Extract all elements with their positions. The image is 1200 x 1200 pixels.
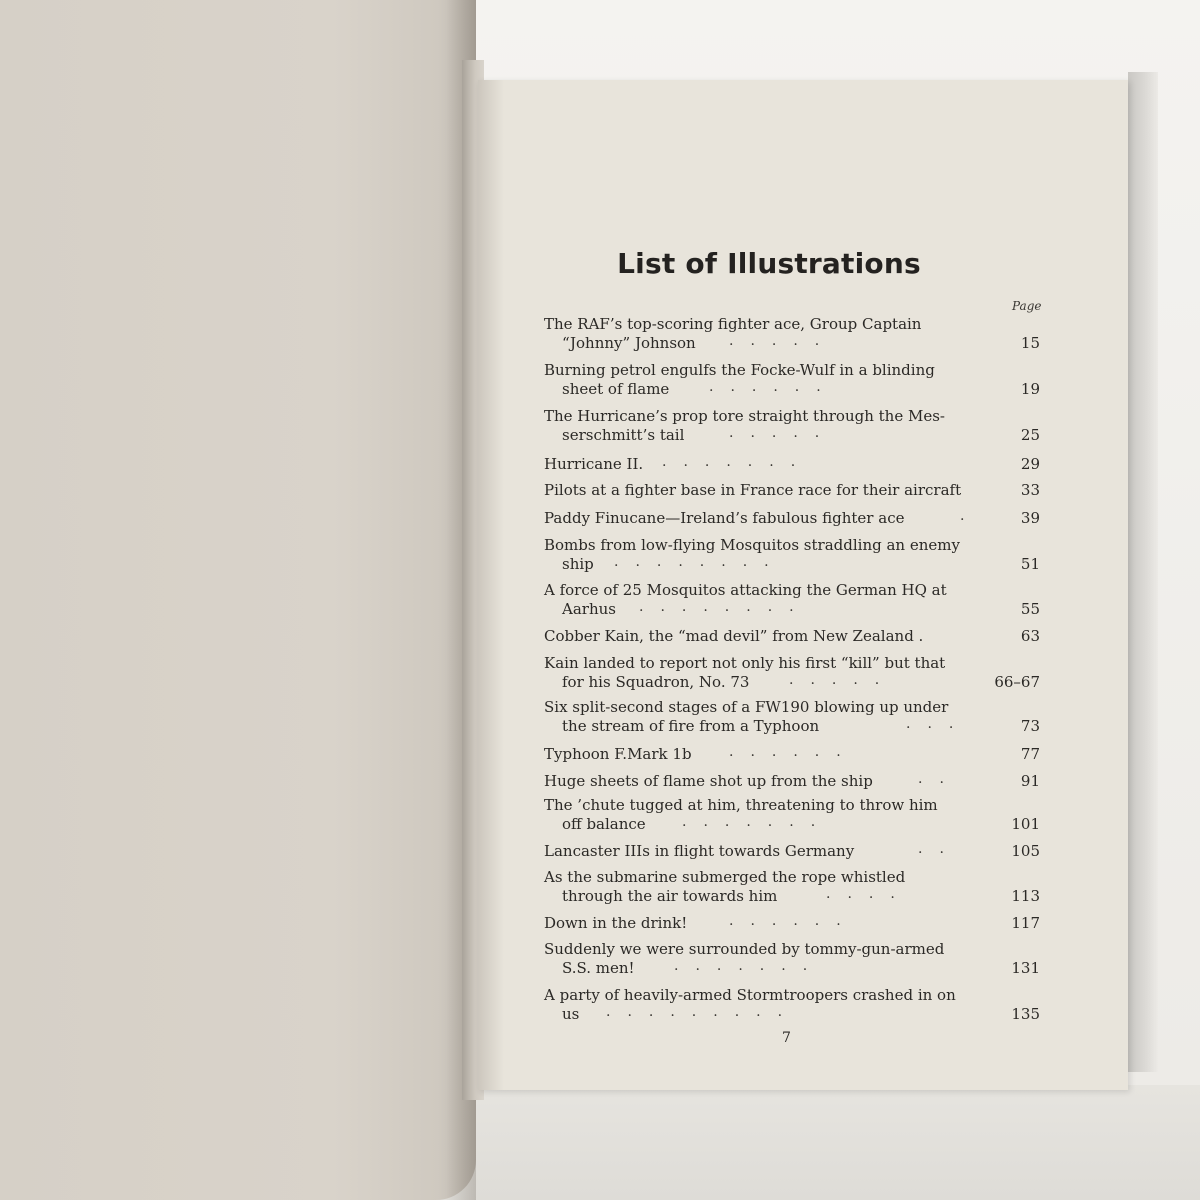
entry-line2: “Johnny” Johnson xyxy=(562,334,696,352)
leader-dots: ...... xyxy=(709,379,838,395)
entry-page: 55 xyxy=(1020,600,1040,618)
list-item xyxy=(544,986,1040,1024)
leader-dots: .... xyxy=(826,886,912,902)
entry-page: 117 xyxy=(1011,914,1040,932)
leader-dots: ........ xyxy=(639,599,811,615)
entry-page: 66–67 xyxy=(994,673,1040,691)
leader-dots: ....... xyxy=(682,814,833,830)
entry-line1: Down in the drink! xyxy=(544,914,688,932)
leader-dots: ....... xyxy=(674,958,825,974)
leader-dots: . xyxy=(960,508,982,524)
entry-line2: the stream of fire from a Typhoon xyxy=(562,717,820,735)
entry-page: 15 xyxy=(1020,334,1040,352)
leader-dots: ..... xyxy=(789,672,897,688)
book-cover-right-edge xyxy=(1128,72,1158,1072)
leader-dots: .. xyxy=(918,841,961,857)
list-item xyxy=(544,536,1040,574)
entry-line2: off balance xyxy=(562,815,646,833)
list-item xyxy=(544,455,1040,474)
entry-page: 131 xyxy=(1011,959,1040,977)
leader-dots: ..... xyxy=(729,333,837,349)
entry-line1: Cobber Kain, the “mad devil” from New Zealand . xyxy=(544,627,924,645)
entry-line1: Bombs from low-flying Mosquitos straddling an enemy xyxy=(544,536,960,554)
entry-page: 73 xyxy=(1020,717,1040,735)
entry-page: 29 xyxy=(1020,455,1040,473)
list-item xyxy=(544,940,1040,978)
list-item xyxy=(544,627,1040,646)
entry-line1: Huge sheets of flame shot up from the ship xyxy=(544,772,873,790)
entry-page: 91 xyxy=(1020,772,1040,790)
entry-page: 101 xyxy=(1011,815,1040,833)
list-item xyxy=(544,698,1040,736)
list-item xyxy=(544,745,1040,764)
list-item xyxy=(544,509,1040,528)
entry-line1: Typhoon F.Mark 1b xyxy=(544,745,692,763)
page-column-label: Page xyxy=(1012,299,1042,313)
list-item xyxy=(544,654,1040,692)
page-title: List of Illustrations xyxy=(617,247,921,280)
entry-line2: for his Squadron, No. 73 xyxy=(562,673,750,691)
entry-line1: Paddy Finucane—Ireland’s fabulous fighter ace xyxy=(544,509,905,527)
entry-page: 39 xyxy=(1020,509,1040,527)
entry-line1: Kain landed to report not only his first “kill” but that xyxy=(544,654,946,672)
page-number-footer: 7 xyxy=(782,1030,791,1046)
list-item xyxy=(544,581,1040,619)
leader-dots: ..... xyxy=(729,425,837,441)
leader-dots: ........ xyxy=(614,554,786,570)
entry-line1: The RAF’s top-scoring fighter ace, Group Captain xyxy=(544,315,922,333)
list-item xyxy=(544,868,1040,906)
entry-page: 63 xyxy=(1020,627,1040,645)
entry-line1: Six split-second stages of a FW190 blowing up under xyxy=(544,698,949,716)
list-item xyxy=(544,842,1040,861)
entry-line1: Lancaster IIIs in flight towards Germany xyxy=(544,842,855,860)
entry-line1: The Hurricane’s prop tore straight through the Mes- xyxy=(544,407,945,425)
leader-dots: ......... xyxy=(606,1004,800,1020)
entry-line1: Suddenly we were surrounded by tommy-gun-armed xyxy=(544,940,945,958)
entry-line2: S.S. men! xyxy=(562,959,635,977)
list-item xyxy=(544,407,1040,445)
leader-dots: .. xyxy=(918,771,961,787)
entry-line1: Hurricane II. xyxy=(544,455,644,473)
entry-line2: ship xyxy=(562,555,594,573)
entry-line1: As the submarine submerged the rope whistled xyxy=(544,868,906,886)
leader-dots: ...... xyxy=(729,913,858,929)
entry-page: 25 xyxy=(1020,426,1040,444)
entry-page: 105 xyxy=(1011,842,1040,860)
list-item xyxy=(544,914,1040,933)
entry-line1: A party of heavily-armed Stormtroopers crashed in on xyxy=(544,986,956,1004)
entry-line1: A force of 25 Mosquitos attacking the German HQ at xyxy=(544,581,947,599)
entry-line1: Burning petrol engulfs the Focke-Wulf in a blinding xyxy=(544,361,935,379)
list-item xyxy=(544,361,1040,399)
leader-dots: ... xyxy=(906,716,971,732)
entry-line2: us xyxy=(562,1005,580,1023)
entry-page: 51 xyxy=(1020,555,1040,573)
entry-page: 77 xyxy=(1020,745,1040,763)
entry-page: 33 xyxy=(1020,481,1040,499)
list-item xyxy=(544,772,1040,791)
entry-page: 19 xyxy=(1020,380,1040,398)
entry-page: 135 xyxy=(1011,1005,1040,1023)
leader-dots: ...... xyxy=(729,744,858,760)
left-blank-page xyxy=(0,0,476,1200)
entry-line2: serschmitt’s tail xyxy=(562,426,685,444)
entry-line1: The ’chute tugged at him, threatening to throw him xyxy=(544,796,938,814)
entry-line1: Pilots at a fighter base in France race for their aircraft xyxy=(544,481,962,499)
list-item xyxy=(544,315,1040,353)
entry-page: 113 xyxy=(1011,887,1040,905)
entry-line2: through the air towards him xyxy=(562,887,778,905)
list-item xyxy=(544,481,1040,500)
list-item xyxy=(544,796,1040,834)
leader-dots: ....... xyxy=(662,454,813,470)
entry-line2: sheet of flame xyxy=(562,380,670,398)
entry-line2: Aarhus xyxy=(562,600,616,618)
